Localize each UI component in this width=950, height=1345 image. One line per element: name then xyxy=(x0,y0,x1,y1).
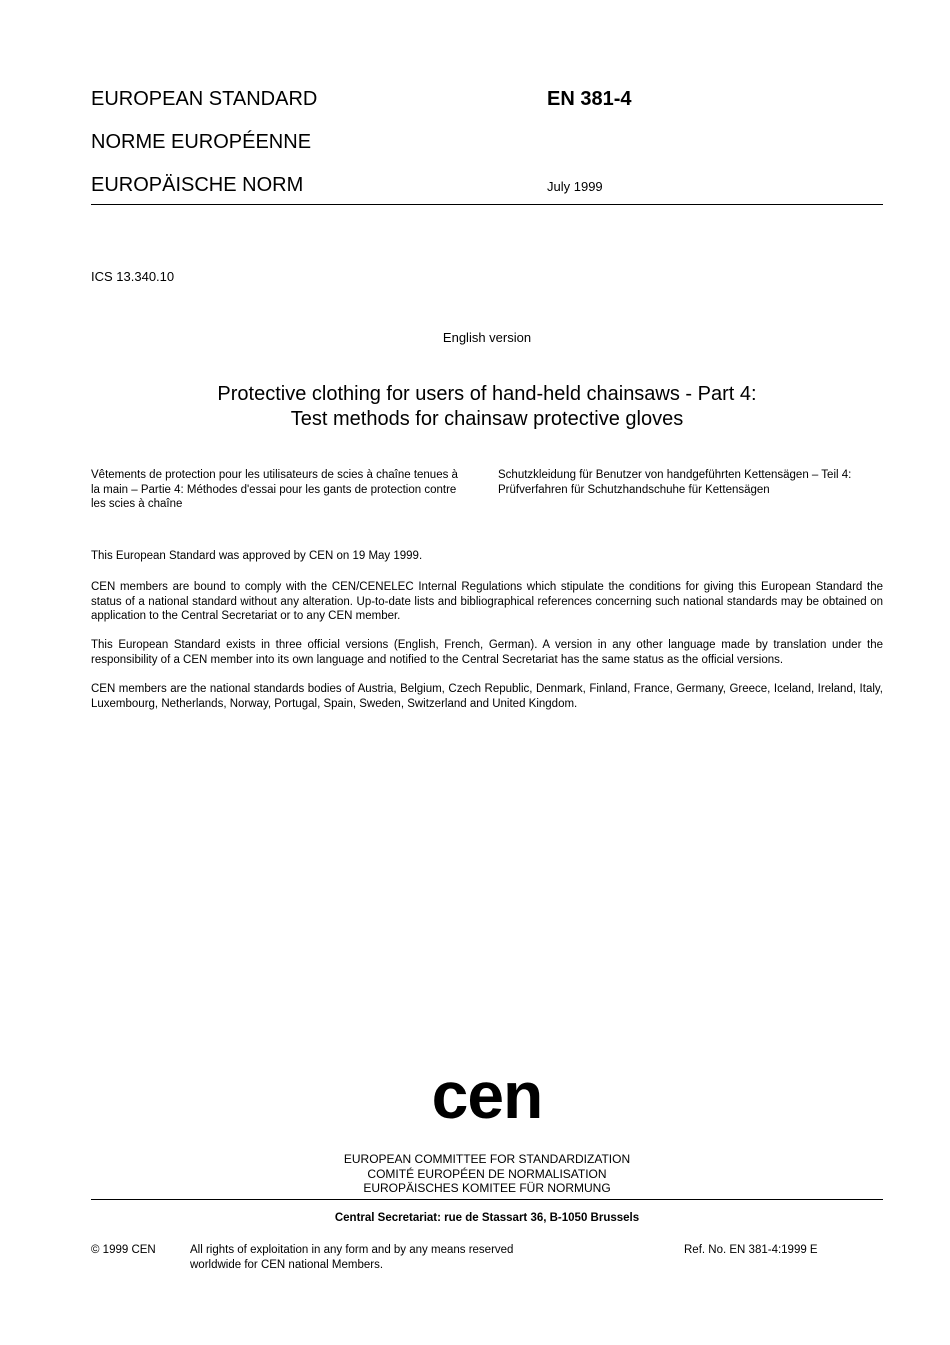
copyright-notice: © 1999 CEN xyxy=(91,1244,156,1256)
title-line-2: Test methods for chainsaw protective gloves xyxy=(290,408,684,430)
members-paragraph: CEN members are the national standards bodies of Austria, Belgium, Czech Republic, Denmark, Finland, France, Germany, Greece, Iceland, Ireland, Italy, Luxembourg, Netherlands, Norway, Portugal, Spain, Sweden, Switzerland and United Kingdom. xyxy=(91,683,883,710)
header-europaische-norm: EUROPÄISCHE NORM xyxy=(91,174,304,196)
rights-notice: All rights of exploitation in any form and by any means reserved worldwide for CEN national Members. xyxy=(190,1244,514,1271)
header-norme-europeenne: NORME EUROPÉENNE xyxy=(91,131,312,153)
french-title: Vêtements de protection pour les utilisateurs de scies à chaîne tenues à la main – Partie 4: Méthodes d'essai pour les gants de protection contre les scies à chaîne xyxy=(91,469,458,510)
committee-name-en: EUROPEAN COMMITTEE FOR STANDARDIZATION xyxy=(343,1152,631,1166)
committee-name-de: EUROPÄISCHES KOMITEE FÜR NORMUNG xyxy=(363,1181,611,1195)
approval-paragraph: This European Standard was approved by CEN on 19 May 1999. xyxy=(91,550,423,562)
footer-divider xyxy=(91,1199,883,1200)
standard-number: EN 381-4 xyxy=(547,88,632,110)
reference-number: Ref. No. EN 381-4:1999 E xyxy=(684,1244,818,1256)
language-version: English version xyxy=(442,330,532,345)
compliance-paragraph: CEN members are bound to comply with the CEN/CENELEC Internal Regulations which stipulate the conditions for giving this European Standard the status of a national standard without any alteration. Up-to-date lists and bibliographical references concerning such national standards may be obtained on application to the Central Secretariat or to any CEN member. xyxy=(91,581,883,622)
cen-logo: cen xyxy=(431,1058,543,1132)
versions-paragraph: This European Standard exists in three official versions (English, French, German). A version in any other language made by translation under the responsibility of a CEN member into its own language and notified to the Central Secretariat has the same status as the official versions. xyxy=(91,639,883,666)
document-title xyxy=(91,382,883,432)
german-title: Schutzkleidung für Benutzer von handgeführten Kettensägen – Teil 4: Prüfverfahren für Schutzhandschuhe für Kettensägen xyxy=(498,469,852,496)
committee-name-fr: COMITÉ EUROPÉEN DE NORMALISATION xyxy=(367,1166,607,1181)
publication-date: July 1999 xyxy=(547,179,603,194)
central-secretariat-address: Central Secretariat: rue de Stassart 36, B-1050 Brussels xyxy=(334,1212,640,1224)
title-line-1: Protective clothing for users of hand-held chainsaws - Part 4: xyxy=(217,383,757,405)
ics-code: ICS 13.340.10 xyxy=(91,269,175,284)
header-european-standard: EUROPEAN STANDARD xyxy=(91,88,318,110)
header-divider xyxy=(91,204,883,205)
committee-names xyxy=(91,1152,883,1196)
